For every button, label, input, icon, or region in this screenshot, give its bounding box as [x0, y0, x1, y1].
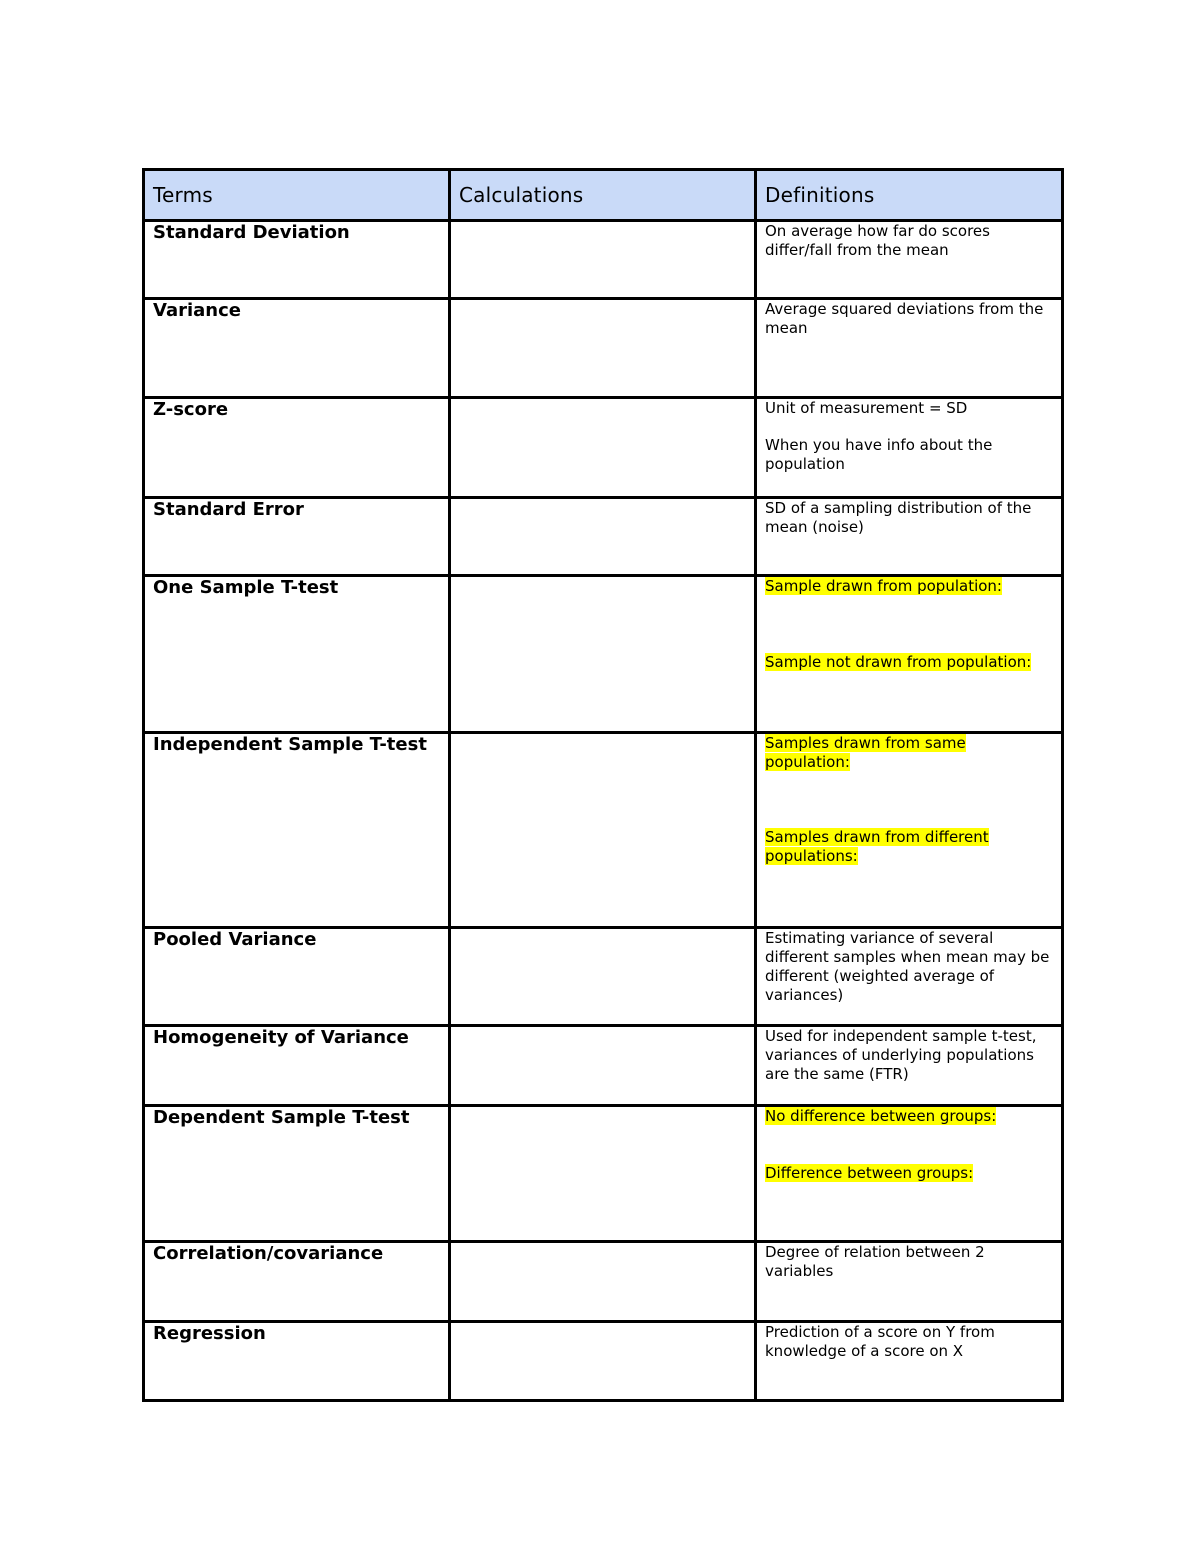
- definition-cell: [756, 299, 1063, 398]
- term-cell: Correlation/covariance: [144, 1242, 450, 1322]
- table-row: [144, 221, 1063, 299]
- header-calculations: Calculations: [450, 170, 756, 221]
- definition-cell: [756, 733, 1063, 928]
- header-row: [144, 170, 1063, 221]
- definition-cell: [756, 928, 1063, 1026]
- calculation-cell[interactable]: [450, 576, 756, 733]
- definition-text: When you have info about the population: [765, 436, 993, 473]
- table-row: [144, 299, 1063, 398]
- definition-text: Degree of relation between 2 variables: [765, 1243, 985, 1280]
- term-cell: Z-score: [144, 398, 450, 498]
- highlighted-definition: Sample not drawn from population:: [765, 653, 1032, 671]
- highlighted-definition: Samples drawn from different populations:: [765, 828, 989, 865]
- calculation-cell[interactable]: [450, 299, 756, 398]
- definition-cell: [756, 1322, 1063, 1401]
- term-cell: Standard Error: [144, 498, 450, 576]
- table-row: [144, 498, 1063, 576]
- term-cell: Regression: [144, 1322, 450, 1401]
- calculation-cell[interactable]: [450, 498, 756, 576]
- definition-text: Average squared deviations from the mean: [765, 300, 1044, 337]
- term-cell: Pooled Variance: [144, 928, 450, 1026]
- header-definitions: Definitions: [756, 170, 1063, 221]
- term-cell: Variance: [144, 299, 450, 398]
- term-cell: One Sample T-test: [144, 576, 450, 733]
- calculation-cell[interactable]: [450, 1242, 756, 1322]
- definition-text: SD of a sampling distribution of the mean (noise): [765, 499, 1032, 536]
- table-row: [144, 1322, 1063, 1401]
- table-row: [144, 1106, 1063, 1242]
- definition-cell: [756, 576, 1063, 733]
- table-row: [144, 733, 1063, 928]
- term-cell: Independent Sample T-test: [144, 733, 450, 928]
- highlighted-definition: Sample drawn from population:: [765, 577, 1002, 595]
- calculation-cell[interactable]: [450, 928, 756, 1026]
- definition-cell: [756, 221, 1063, 299]
- term-cell: Homogeneity of Variance: [144, 1026, 450, 1106]
- calculation-cell[interactable]: [450, 1106, 756, 1242]
- highlighted-definition: No difference between groups:: [765, 1107, 997, 1125]
- calculation-cell[interactable]: [450, 398, 756, 498]
- definition-cell: [756, 398, 1063, 498]
- term-cell: Dependent Sample T-test: [144, 1106, 450, 1242]
- definition-cell: [756, 1242, 1063, 1322]
- calculation-cell[interactable]: [450, 733, 756, 928]
- term-cell: Standard Deviation: [144, 221, 450, 299]
- definition-text: Used for independent sample t-test, variances of underlying populations are the same (FTR): [765, 1027, 1037, 1083]
- highlighted-definition: Difference between groups:: [765, 1164, 974, 1182]
- definition-text: Unit of measurement = SD: [765, 399, 968, 417]
- definition-text: On average how far do scores differ/fall from the mean: [765, 222, 990, 259]
- calculation-cell[interactable]: [450, 1322, 756, 1401]
- header-terms: Terms: [144, 170, 450, 221]
- definition-cell: [756, 498, 1063, 576]
- table-row: [144, 1242, 1063, 1322]
- table-row: [144, 928, 1063, 1026]
- calculation-cell[interactable]: [450, 1026, 756, 1106]
- table-row: [144, 398, 1063, 498]
- table-row: [144, 576, 1063, 733]
- definition-cell: [756, 1026, 1063, 1106]
- terms-table: [142, 168, 1064, 1402]
- definition-text: Estimating variance of several different samples when mean may be different (weighted average of variances): [765, 929, 1050, 1004]
- calculation-cell[interactable]: [450, 221, 756, 299]
- definition-text: Prediction of a score on Y from knowledge of a score on X: [765, 1323, 995, 1360]
- table-row: [144, 1026, 1063, 1106]
- definition-cell: [756, 1106, 1063, 1242]
- highlighted-definition: Samples drawn from same population:: [765, 734, 966, 771]
